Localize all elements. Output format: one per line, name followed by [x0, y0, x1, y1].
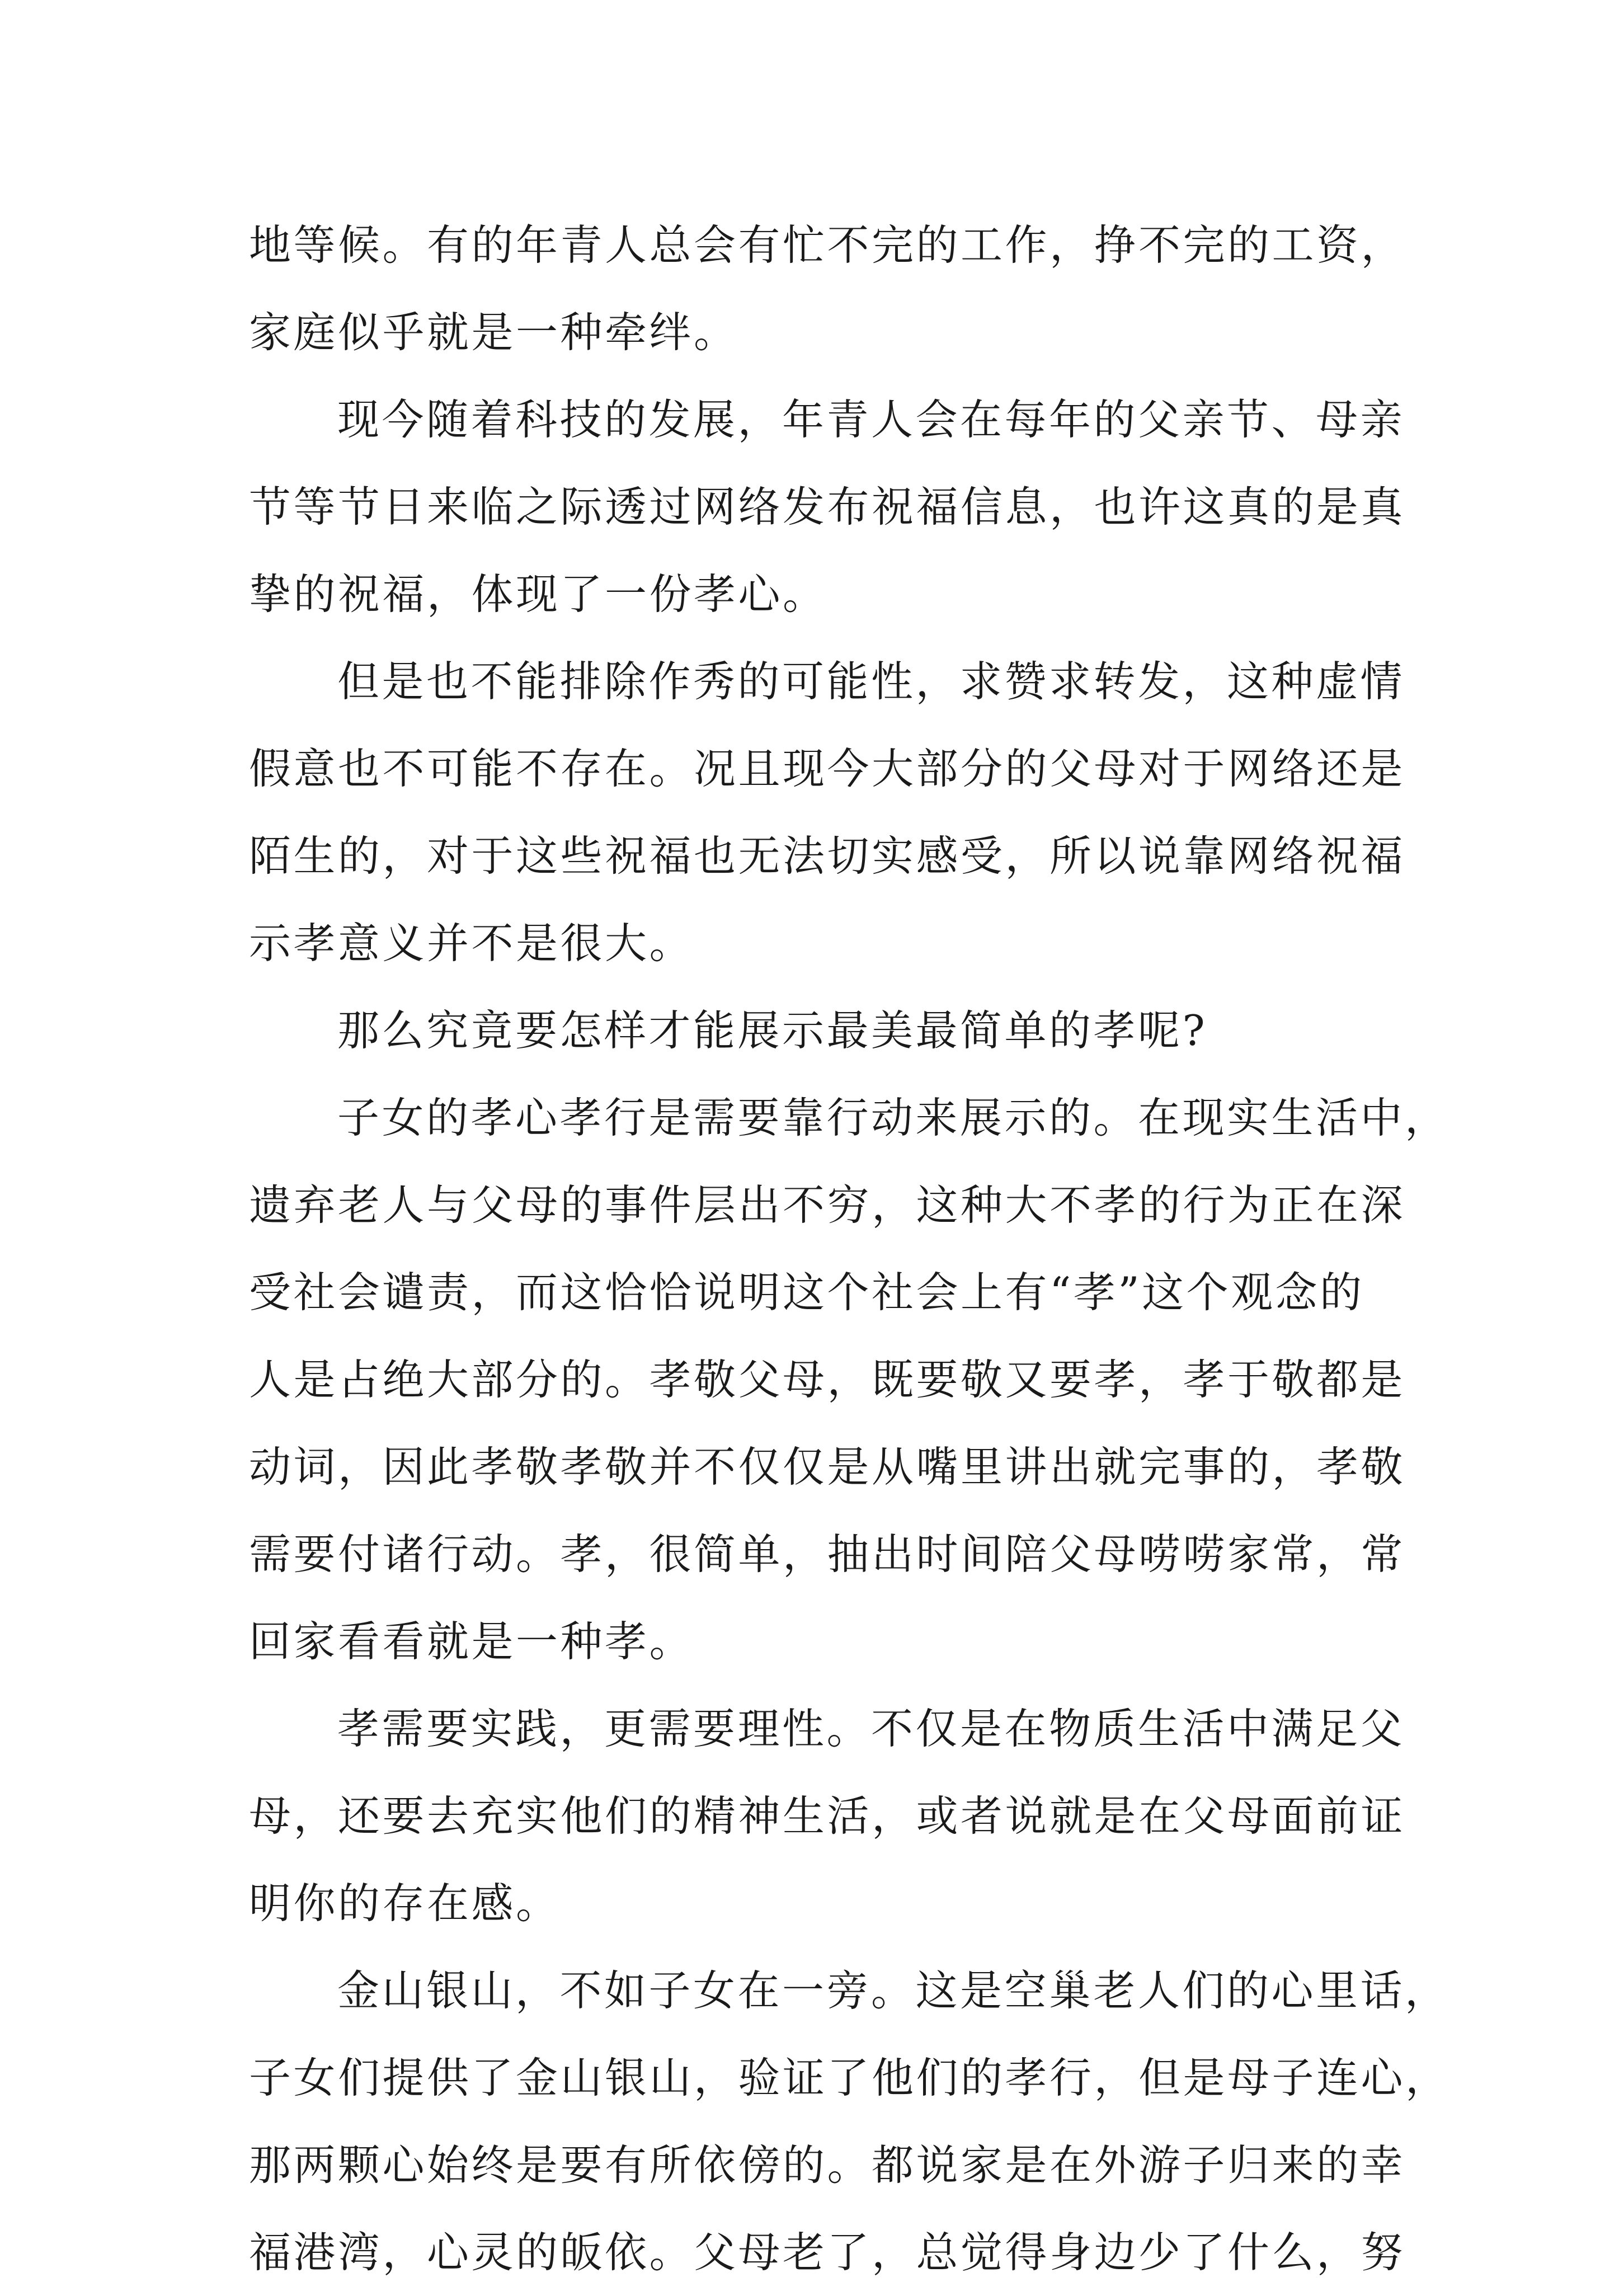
text-line: 那两颗心始终是要有所依傍的。都说家是在外游子归来的幸	[249, 2140, 1406, 2190]
paragraph-first-line: 那么究竟要怎样才能展示最美最简单的孝呢?	[337, 1006, 1208, 1055]
body-text	[249, 201, 1450, 2296]
text-line: 动词，因此孝敬孝敬并不仅仅是从嘴里讲出就完事的，孝敬	[249, 1442, 1406, 1492]
text-line: 子女们提供了金山银山，验证了他们的孝行，但是母子连心，	[249, 2053, 1450, 2102]
paragraph-first-line: 金山银山，不如子女在一旁。这是空巢老人们的心里话，	[337, 1966, 1449, 2015]
text-line: 需要付诸行动。孝，很简单，抽出时间陪父母唠唠家常，常	[249, 1530, 1406, 1579]
paragraph-first-line: 子女的孝心孝行是需要靠行动来展示的。在现实生活中，	[337, 1093, 1449, 1142]
text-line: 挚的祝福，体现了一份孝心。	[249, 570, 827, 619]
text-line: 明你的存在感。	[249, 1879, 561, 1928]
paragraph-first-line: 孝需要实践，更需要理性。不仅是在物质生活中满足父	[337, 1704, 1405, 1753]
text-line: 节等节日来临之际透过网络发布祝福信息，也许这真的是真	[249, 482, 1406, 531]
text-line: 陌生的，对于这些祝福也无法切实感受，所以说靠网络祝福	[249, 831, 1406, 881]
text-line: 示孝意义并不是很大。	[249, 919, 694, 968]
text-line: 母，还要去充实他们的精神生活，或者说就是在父母面前证	[249, 1791, 1406, 1841]
text-line: 福港湾，心灵的皈依。父母老了，总觉得身边少了什么，努	[249, 2228, 1406, 2277]
paragraph-first-line: 现今随着科技的发展，年青人会在每年的父亲节、母亲	[337, 395, 1405, 444]
text-line: 人是占绝大部分的。孝敬父母，既要敬又要孝，孝于敬都是	[249, 1355, 1406, 1404]
text-line: 回家看看就是一种孝。	[249, 1617, 694, 1666]
text-line: 假意也不可能不存在。况且现今大部分的父母对于网络还是	[249, 744, 1406, 793]
text-line: 受社会谴责，而这恰恰说明这个社会上有“孝”这个观念的	[249, 1268, 1364, 1317]
text-line: 家庭似乎就是一种牵绊。	[249, 308, 738, 357]
text-line: 遗弃老人与父母的事件层出不穷，这种大不孝的行为正在深	[249, 1180, 1406, 1230]
paragraph-first-line: 但是也不能排除作秀的可能性，求赞求转发，这种虚情	[337, 657, 1405, 706]
text-line: 地等候。有的年青人总会有忙不完的工作，挣不完的工资，	[249, 220, 1406, 270]
